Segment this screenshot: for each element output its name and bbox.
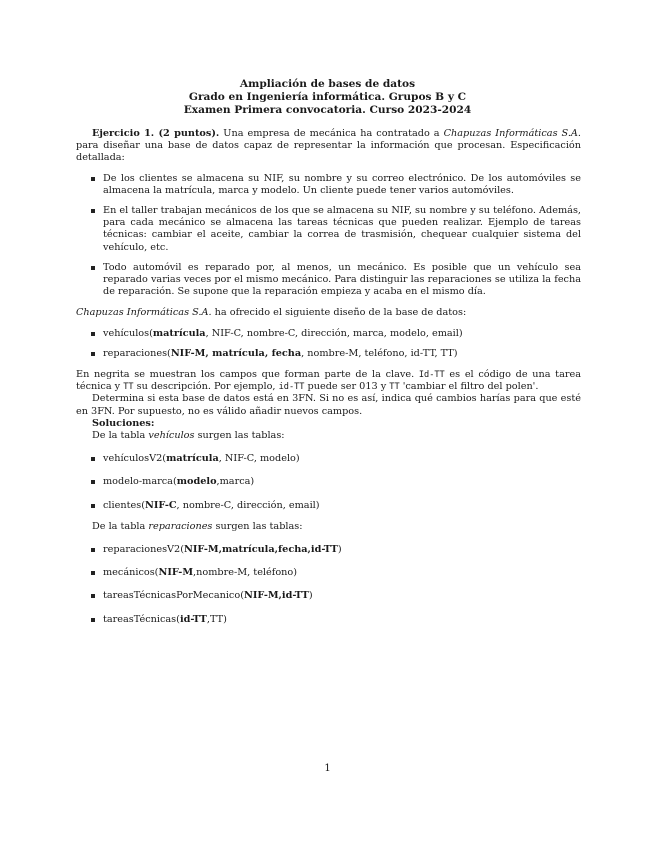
solutions-repairs-intro: De la tabla reparaciones surgen las tablas: [92,520,303,532]
list-item: vehículosV2(matrícula, NIF-C, modelo) [76,453,581,465]
list-item: En el taller trabajan mecánicos de los que se almacena su NIF, su nombre y su teléfono. Además, para cada mecánico se almacena las tareas técnicas que pueden realizar. Ejemplo de tareas técnicas: cambiar el aceite, cambiar la correa de trasmisión, chequear cualquier sistema del vehículo, etc. [76,205,581,254]
bullet-icon [91,548,95,552]
list-item: vehículos(matrícula, NIF-C, nombre-C, dirección, marca, modelo, email) [76,328,581,340]
bullet-icon [91,571,95,575]
page-number: 1 [324,763,331,774]
solutions-vehicles-intro: De la tabla vehículos surgen las tablas: [92,430,285,442]
bullet-icon [91,177,95,181]
repairs-tables-list [76,544,581,626]
bullet-icon [91,352,95,356]
bullet-icon [91,504,95,508]
list-item: Todo automóvil es reparado por, al menos, un mecánico. Es posible que un vehículo sea reparado varias veces por el mismo mecánico. Para distinguir las reparaciones se utiliza la fecha de reparación. Se supone que la reparación empieza y acaba en el mismo día. [76,262,581,299]
list-item: tareasTécnicas(id-TT,TT) [76,614,581,626]
list-item: reparacionesV2(NIF-M,matrícula,fecha,id-TT) [76,544,581,556]
spec-list [76,173,581,299]
document-header [0,78,655,118]
list-item: modelo-marca(modelo,marca) [76,476,581,488]
design-intro: Chapuzas Informáticas S.A. ha ofrecido el siguiente diseño de la base de datos: [76,307,467,319]
bullet-icon [91,209,95,213]
vehicles-tables-list [76,453,581,512]
exercise-intro: Ejercicio 1. (2 puntos). Una empresa de mecánica ha contratado a Chapuzas Informáticas S.A. para diseñar una base de datos capaz de representar la información que procesan. Especificación detallada: [76,128,581,164]
solutions-title: Soluciones: [92,417,155,429]
exam-line: Examen Primera convocatoria. Curso 2023-2024 [183,104,472,117]
bullet-icon [91,266,95,270]
design-list [76,328,581,360]
bullet-icon [91,457,95,461]
bullet-icon [91,480,95,484]
bullet-icon [91,618,95,622]
list-item: clientes(NIF-C, nombre-C, dirección, email) [76,500,581,512]
task-statement: Determina si esta base de datos está en 3FN. Si no es así, indica qué cambios harías para que esté en 3FN. Por supuesto, no es válido añadir nuevos campos. [76,393,581,417]
course-title: Ampliación de bases de datos [239,78,416,90]
list-item: De los clientes se almacena su NIF, su nombre y su correo electrónico. De los automóviles se almacena la matrícula, marca y modelo. Un cliente puede tener varios automóviles. [76,173,581,197]
list-item: tareasTécnicasPorMecanico(NIF-M,id-TT) [76,590,581,602]
degree-line: Grado en Ingeniería informática. Grupos B y C [188,91,467,104]
company-name: Chapuzas Informáticas S.A. [443,128,581,139]
bullet-icon [91,332,95,336]
key-note: En negrita se muestran los campos que forman parte de la clave. Id-TT es el código de una tarea técnica y TT su descripción. Por ejemplo, id-TT puede ser 013 y TT 'cambiar el filtro del polen'. [76,369,581,393]
list-item: mecánicos(NIF-M,nombre-M, teléfono) [76,567,581,579]
exercise-label: Ejercicio 1. (2 puntos). [92,128,220,139]
company-name: Chapuzas Informáticas S.A. [76,307,212,319]
exam-content [76,128,581,626]
bullet-icon [91,594,95,598]
list-item: reparaciones(NIF-M, matrícula, fecha, nombre-M, teléfono, id-TT, TT) [76,348,581,360]
